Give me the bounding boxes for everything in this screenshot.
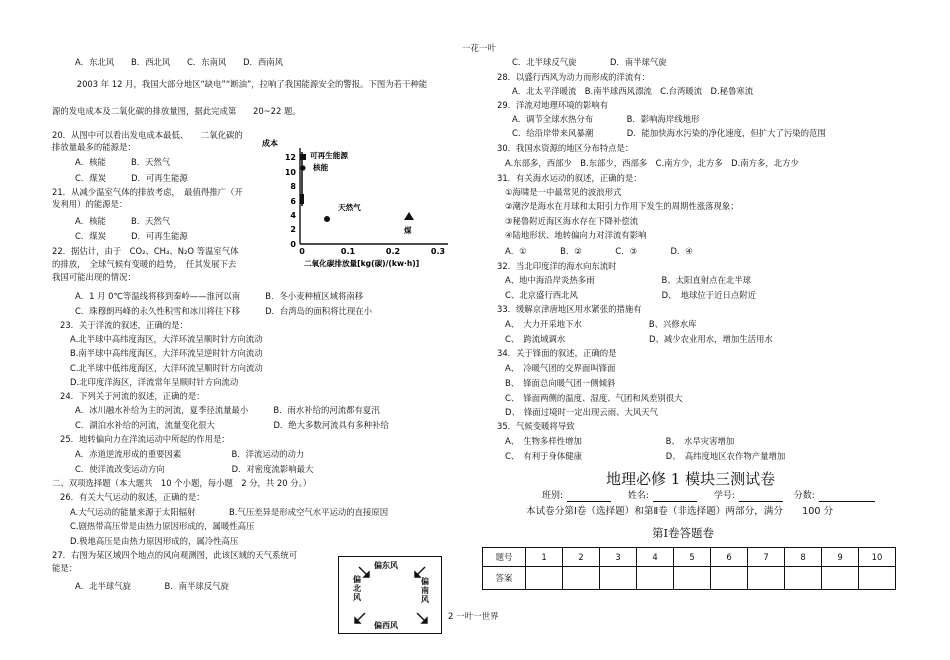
wind-arrows: [339, 557, 441, 633]
left-line: C.剧热带高压带是由热力原因形成的，属暖性高压: [70, 521, 255, 531]
nuclear-marker: [300, 165, 305, 170]
answer-cell[interactable]: [600, 567, 637, 590]
answer-cell[interactable]: [748, 567, 785, 590]
left-line: 发利用）的能源是：: [52, 199, 128, 209]
column-number: 7: [748, 548, 785, 567]
right-line: C、 有利于身体健康 D、 高纬度地区农作物产量增加: [505, 451, 786, 461]
left-line: A.大气运动的能量来源于太阳辐射 B.气压差异是形成空气水平运动的直接原因: [70, 507, 389, 517]
right-line: 34．关于锋面的叙述，正确的是: [497, 348, 617, 358]
wind-bottom-label: 偏西风: [374, 621, 398, 630]
wind-right-label: 偏南风: [421, 577, 429, 604]
right-line: 32．当北印度洋的海水向东流时: [497, 261, 617, 271]
x-tick: 0.2: [385, 247, 401, 256]
right-line: 28．以盛行西风为动力而形成的洋流有：: [497, 72, 651, 82]
left-line: 21．从减少温室气体的排放考虑， 最值得推广（开: [52, 187, 243, 197]
answer-cell[interactable]: [785, 567, 822, 590]
left-line: 27．右图为某区域四个地点的风向观测图，此该区域的天气系统可: [52, 550, 298, 560]
right-line: A、地中海沿岸炎热多雨 B、太阳直射点在北半球: [505, 275, 751, 285]
left-line: A．1 月 0℃等温线将移到秦岭——淮河以南 B．冬小麦种植区域将南移: [75, 291, 364, 301]
right-line: D、 锋面过境时一定出现云雨、大风天气: [505, 407, 659, 417]
right-line: 31．有关海水运动的叙述，正确的是：: [497, 173, 642, 183]
right-line: 30．我国水资源的地区分布特点是：: [497, 143, 634, 153]
answer-cell[interactable]: [859, 567, 896, 590]
answer-cell[interactable]: [711, 567, 748, 590]
renewable-marker: [300, 154, 306, 160]
right-line: C、北京盛行西北风 D、 地球位于近日点附近: [505, 290, 756, 300]
x-tick: 0.3: [430, 247, 446, 256]
column-number: 4: [637, 548, 674, 567]
wind-left-label: 偏北风: [353, 575, 361, 602]
right-line: ③秘鲁附近海区海水存在下降补偿流: [505, 216, 639, 226]
left-line: D.极地高压是由热力原因形成的，属冷性高压: [70, 536, 239, 546]
left-line: A．北半球气旋 B．南半球反气旋: [75, 581, 229, 591]
left-line: 24．下列关于河流的叙述，正确的是：: [60, 391, 205, 401]
right-line: C．北半球反气旋 D．南半球气旋: [512, 57, 667, 67]
right-line: A．调节全球水热分布 B．影响海岸线地形: [512, 114, 700, 124]
right-line: B、 锋面总向暖气团一侧倾斜: [505, 378, 616, 388]
x-ticks: [299, 247, 445, 256]
y-tick: 12: [284, 153, 296, 162]
y-ticks: [285, 153, 297, 249]
left-line: 20．从图中可以看出发电成本最低、 二氧化碳的: [52, 130, 243, 140]
x-tick: 0: [299, 247, 305, 256]
student-info-row: [542, 491, 879, 502]
left-line: 源的发电成本及二氧化碳的排放量图，据此完成第 20~22 题。: [52, 106, 301, 116]
id-field[interactable]: [739, 492, 783, 502]
left-line: C．珠穆朗玛峰的永久性积雪和冰川将往下移 D．台湾岛的面积将比现在小: [75, 306, 373, 316]
y-tick: 0: [290, 240, 296, 249]
right-line: C、 锋面两侧的温度、湿度、气团和风差别很大: [505, 393, 683, 403]
class-field[interactable]: [567, 492, 611, 502]
column-number: 6: [711, 548, 748, 567]
name-label: 姓名:: [627, 491, 649, 501]
class-label: 班别:: [542, 491, 564, 501]
left-line: C.北半球中低纬度海区，大洋环流呈顺时针方向流动: [70, 363, 263, 373]
table-row: [483, 567, 896, 590]
left-line: D.北印度洋海区，洋流常年呈顺时针方向流动: [70, 377, 239, 387]
left-line: 2003 年 12 月，我国大部分地区“缺电”“断油”，拉响了我国能源安全的警报。下图为若干种能: [60, 79, 428, 89]
left-line: A．东北风 B．西北风 C．东南风 D．西南风: [75, 57, 284, 67]
left-line: 25．地转偏向力在洋流运动中所起的作用是：: [60, 434, 230, 444]
right-line: A、 冷暖气团的交界面叫锋面: [505, 363, 616, 373]
left-line: A．核能 B．天然气: [75, 157, 171, 167]
y-tick: 4: [290, 211, 296, 220]
name-field[interactable]: [653, 492, 697, 502]
right-line: A、 生物多样性增加 B、 水旱灾害增加: [505, 436, 735, 446]
answer-table: [482, 547, 896, 590]
answer-cell[interactable]: [526, 567, 563, 590]
y-tick: 8: [290, 182, 296, 191]
right-line: A．① B．② C．③ D．④: [505, 246, 693, 256]
fossil-bar: [300, 194, 304, 204]
answer-label: 答案: [483, 567, 526, 590]
left-line: C．煤炭 D．可再生能源: [75, 173, 188, 183]
right-line: C、 跨流域调水 D、减少农业用水，增加生活用水: [505, 334, 773, 344]
x-tick: 0.1: [340, 247, 356, 256]
label-gas: 天然气: [338, 203, 361, 212]
score-label: 分数:: [793, 491, 815, 501]
y-tick: 6: [290, 197, 296, 206]
page-footer: 2 一叶一世界: [448, 612, 499, 622]
gas-marker: [324, 216, 330, 222]
right-line: ①海啸是一中最常见的波浪形式: [505, 187, 622, 197]
left-line: B.南半球中高纬度海区，大洋环流呈逆时针方向流动: [70, 348, 263, 358]
label-nuclear: 核能: [313, 163, 329, 172]
energy-chart: [258, 134, 458, 270]
right-line: C．给沿岸带来风暴潮 D．能加快海水污染的净化速度，但扩大了污染的范围: [512, 128, 826, 138]
left-line: 我国可能出现的情况：: [52, 272, 136, 282]
column-number: 9: [822, 548, 859, 567]
chart-ylabel: 成本: [262, 139, 278, 148]
score-field[interactable]: [819, 492, 875, 502]
y-tick: 10: [284, 168, 296, 177]
answer-cell[interactable]: [822, 567, 859, 590]
page-header: 一花一叶: [462, 44, 497, 54]
coal-marker: [404, 212, 414, 220]
exam-title: 地理必修 1 模块三测试卷: [606, 470, 776, 488]
section-title: 第Ⅰ卷答题卷: [652, 526, 715, 540]
header-cell: 题号: [483, 548, 526, 567]
chart-xlabel: 二氧化碳排放量[kg(碳)/(kw·h)]: [304, 259, 420, 268]
left-line: 能是：: [52, 563, 78, 573]
label-renewable: 可再生能源: [310, 151, 348, 160]
right-line: ②潮汐是海水在月球和太阳引力作用下发生的周期性涨落现象；: [505, 201, 739, 211]
right-line: A、 大力开采地下水 B、兴修水库: [505, 319, 697, 329]
right-line: 35．气候变暖将导致: [497, 421, 575, 431]
left-line: 二、双项选择题（本大题共 10 个小题，每小题 2 分，共 20 分。）: [52, 478, 312, 488]
left-line: C．煤炭 D．可再生能源: [75, 231, 188, 241]
table-row: [483, 548, 896, 567]
column-number: 5: [674, 548, 711, 567]
left-line: 26．有关大气运动的叙述，正确的是：: [60, 492, 205, 502]
column-number: 3: [600, 548, 637, 567]
answer-cell[interactable]: [563, 567, 600, 590]
left-line: C．使洋流改变运动方向 D．对密度流影响最大: [75, 464, 314, 474]
right-line: 29．洋流对地理环境的影响有: [497, 100, 609, 110]
left-line: 22．据估计，由于 CO₂、CH₄、N₂O 等温室气体: [52, 246, 239, 256]
right-line: A.东部多，西部少 B.东部少，西部多 C.南方少，北方多 D.南方多，北方少: [505, 158, 799, 168]
id-label: 学号:: [713, 491, 735, 501]
y-tick: 2: [290, 225, 296, 234]
wind-top-label: 偏东风: [374, 561, 398, 570]
column-number: 8: [785, 548, 822, 567]
left-line: A．赤道逆流形成的重要因素 B．洋流运动的动力: [75, 449, 305, 459]
wind-diagram: [338, 556, 442, 634]
right-line: A．北太平洋暖流 B.南半球西风漂流 C.台湾暖流 D.秘鲁寒流: [512, 86, 754, 96]
left-line: 23．关于洋流的叙述，正确的是：: [60, 320, 188, 330]
left-line: C．湖泊水补给的河流，流量变化很大 D．绝大多数河流具有多种补给: [75, 420, 389, 430]
exam-description: 本试卷分第Ⅰ卷（选择题）和第Ⅱ卷（非选择题）两部分，满分 100 分: [526, 506, 834, 517]
column-number: 1: [526, 548, 563, 567]
right-line: 33．缓解京津唐地区用水紧张的措施有: [497, 304, 642, 314]
right-line: ④陆地形状、地转偏向力对洋流有影响: [505, 230, 647, 240]
column-number: 2: [563, 548, 600, 567]
label-coal: 煤: [404, 226, 412, 235]
left-line: 的排放， 全球气候有变暖的趋势， 任其发展下去: [52, 259, 237, 269]
left-line: A．核能 B．天然气: [75, 216, 171, 226]
column-number: 10: [859, 548, 896, 567]
answer-cell[interactable]: [637, 567, 674, 590]
left-line: A．冰川融水补给为主的河流，夏季径流量最小 B．雨水补给的河流都有夏汛: [75, 405, 380, 415]
left-line: 排放量最多的能源是：: [52, 142, 136, 152]
answer-cell[interactable]: [674, 567, 711, 590]
left-line: A.北半球中高纬度海区，大洋环流呈顺时针方向流动: [70, 334, 263, 344]
